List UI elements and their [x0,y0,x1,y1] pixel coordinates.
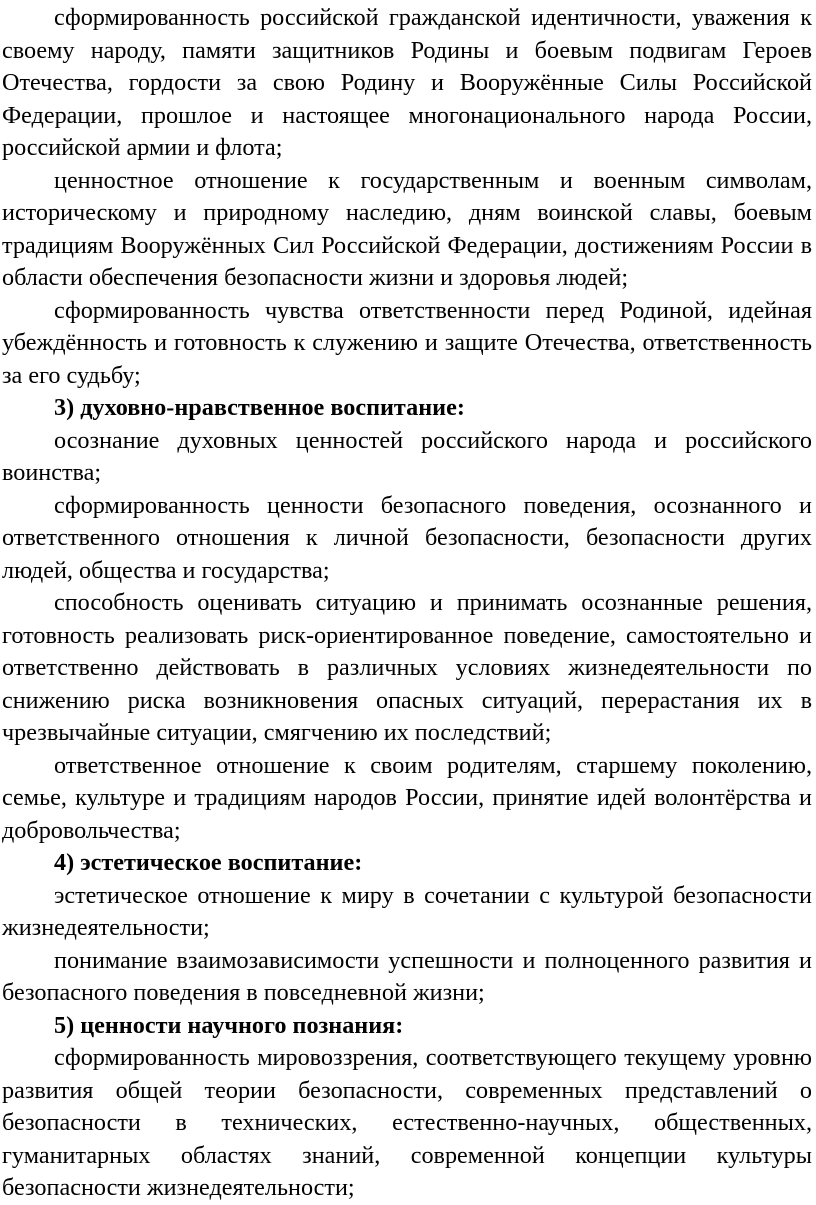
paragraph: осознание духовных ценностей российского народа и российского воинства; [2,426,812,486]
paragraph: сформированность ценности безопасного поведения, осознанного и ответственного отношения к личной безопасности, безопасности других людей, общества и государства; [2,491,812,584]
section-heading: 3) духовно-нравственное воспитание: [54,394,465,421]
paragraph: понимание взаимозависимости успешности и полноценного развития и безопасного поведения в повседневной жизни; [2,946,812,1006]
paragraph: эстетическое отношение к миру в сочетании с культурой безопасности жизнедеятельности; [2,881,812,941]
section-heading: 4) эстетическое воспитание: [54,849,363,876]
section-heading: 5) ценности научного познания: [54,1011,404,1039]
paragraph: сформированность российской гражданской идентичности, уважения к своему народу, памяти защитников Родины и боевым подвигам Героев Отечества, гордости за свою Родину и Вооружённые Силы Российской Федерации, прошлое и настоящее многонационального народа России, российской армии и флота; [2,4,812,161]
paragraph: ответственное отношение к своим родителям, старшему поколению, семье, культуре и традициям народов России, принятие идей волонтёрства и добровольчества; [2,751,812,844]
paragraph: способность оценивать ситуацию и принимать осознанные решения, готовность реализовать риск-ориентированное поведение, самостоятельно и ответственно действовать в различных условиях жизнедеятельности по снижению риска возникновения опасных ситуаций, перерастания их в чрезвычайные ситуации, смягчению их последствий; [2,589,812,746]
paragraph: сформированность чувства ответственности перед Родиной, идейная убеждённость и готовность к служению и защите Отечества, ответственность за его судьбу; [2,296,812,389]
paragraph: ценностное отношение к государственным и военным символам, историческому и природному наследию, дням воинской славы, боевым традициям Вооружённых Сил Российской Федерации, достижениям России в области обеспечения безопасности жизни и здоровья людей; [2,166,812,291]
paragraph: сформированность мировоззрения, соответствующего текущему уровню развития общей теории безопасности, современных представлений о безопасности в технических, естественно-научных, общественных, гуманитарных областях знаний, современной концепции культуры безопасности жизнедеятельности; [2,1044,812,1201]
